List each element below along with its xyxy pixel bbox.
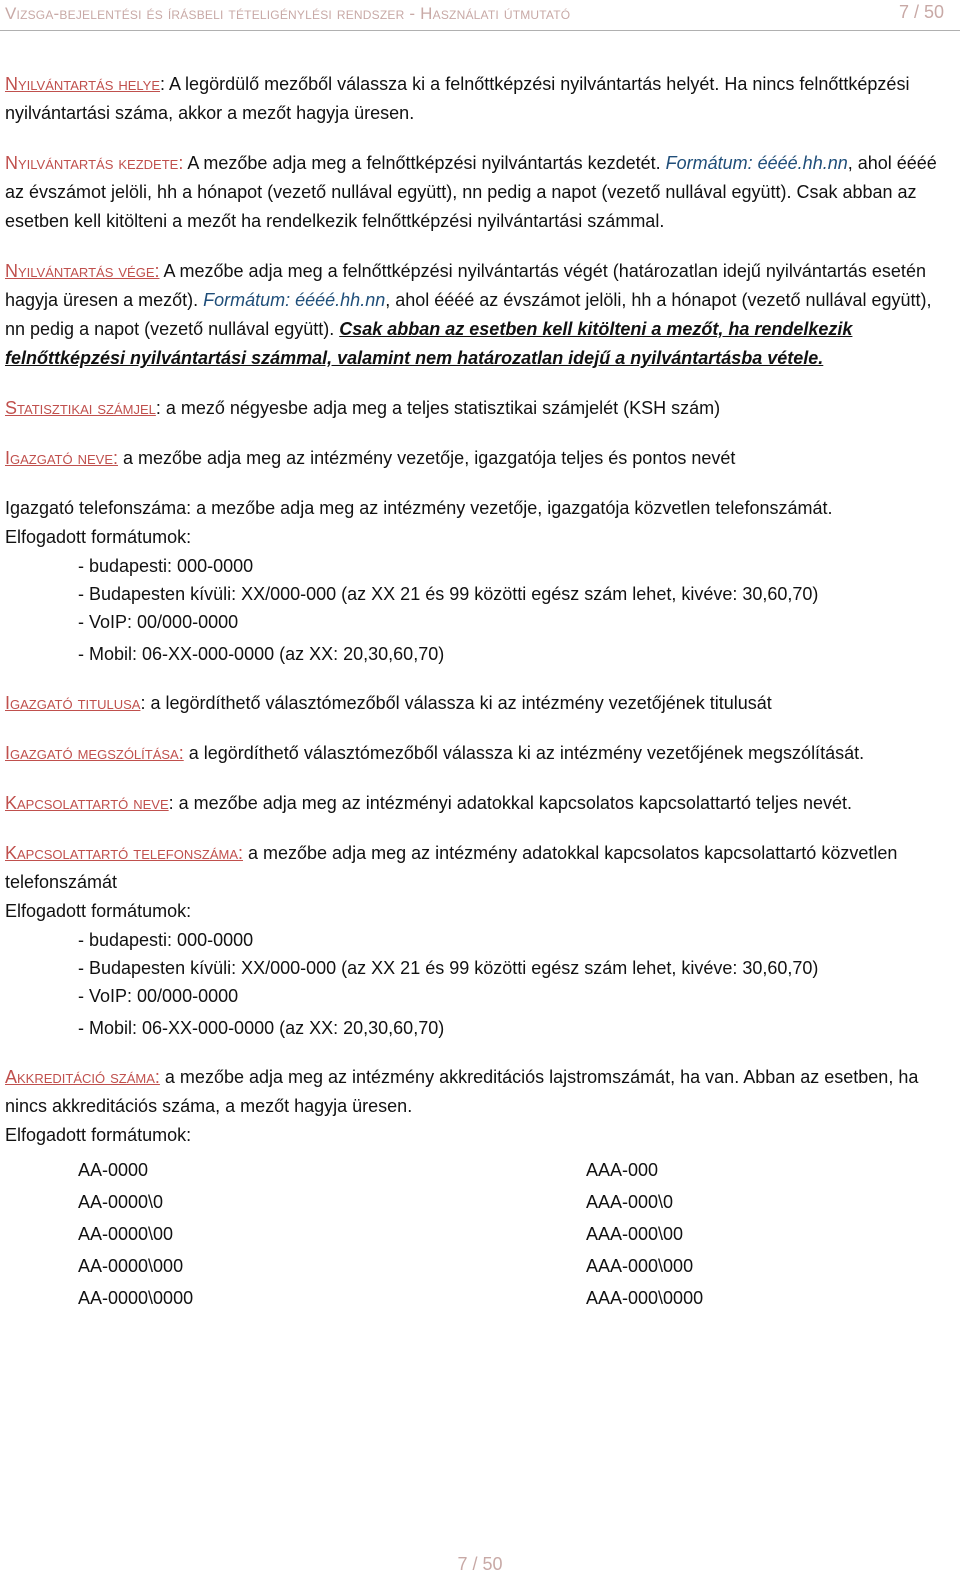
format-item: AA-0000\00 (78, 1224, 174, 1244)
section-igazgato-neve (5, 444, 950, 473)
field-description: Igazgató telefonszáma: a mezőbe adja meg az intézmény vezetője, igazgatója közvetlen telefonszámát. (5, 498, 833, 518)
section-nyilvantartas-vege (5, 257, 950, 373)
format-spec: Formátum: éééé.hh.nn (203, 290, 386, 310)
formats-list (5, 552, 950, 668)
format-item: AAA-000\0000 (586, 1288, 704, 1308)
field-label: Statisztikai számjel (5, 398, 156, 418)
field-description: : A legördülő mezőből válassza ki a felnőttképzési nyilvántartás helyét. Ha nincs felnőttképzési nyilvántartási száma, akkor a mezőt hagyja üresen. (5, 74, 910, 123)
field-description-cont: , ahol éééé az évszámot jelöli, hh a hónapot (vezető nullával együtt), nn pedig a napot (vezető nullával együtt). (5, 290, 932, 339)
list-item: - VoIP: 00/000-0000 (78, 612, 239, 632)
field-label: Nyilvántartás vége: (5, 261, 160, 281)
list-item: - Mobil: 06-XX-000-0000 (az XX: 20,30,60,70) (78, 644, 445, 664)
list-item: - Budapesten kívüli: XX/000-000 (az XX 21 és 99 közötti egész szám lehet, kivéve: 30,60,70) (78, 584, 819, 604)
field-description: : a mező négyesbe adja meg a teljes statisztikai számjelét (KSH szám) (155, 398, 721, 418)
section-statisztikai-szamjel (5, 394, 950, 423)
format-item: AAA-000\00 (586, 1224, 684, 1244)
formats-label: Elfogadott formátumok: (5, 901, 192, 921)
list-item: - VoIP: 00/000-0000 (78, 986, 239, 1006)
field-label: Kapcsolattartó neve (5, 793, 169, 813)
formats-label: Elfogadott formátumok: (5, 1125, 192, 1145)
field-label: Kapcsolattartó telefonszáma: (5, 843, 243, 863)
field-description: A mezőbe adja meg a felnőttképzési nyilvántartás végét (határozatlan idejű nyilvántartás esetén hagyja üresen a mezőt). (5, 261, 926, 310)
field-label: Igazgató megszólítása: (5, 743, 184, 763)
section-kapcsolattarto-neve (5, 789, 950, 818)
formats-list (5, 926, 950, 1042)
section-igazgato-titulusa (5, 689, 950, 718)
document-title: Vizsga-bejelentési és írásbeli tételigénylési rendszer - Használati útmutató (5, 4, 571, 23)
document-body (5, 70, 950, 1335)
page-header (0, 0, 960, 31)
field-description: A mezőbe adja meg a felnőttképzési nyilvántartás kezdetét. (183, 153, 666, 173)
field-description: : a mezőbe adja meg az intézményi adatokkal kapcsolatos kapcsolattartó teljes nevét. (168, 793, 853, 813)
section-akkreditacio-szama (5, 1063, 950, 1314)
field-description: a mezőbe adja meg az intézmény akkreditációs lajstromszámát, ha van. Abban az esetben, ha nincs akkreditációs száma, a mezőt hagyja üresen. (5, 1067, 919, 1116)
format-item: AA-0000\0000 (78, 1288, 194, 1308)
format-item: AAA-000\000 (586, 1256, 694, 1276)
footer-page-number: 7 / 50 (457, 1554, 503, 1574)
akkreditacio-formats-grid (5, 1154, 950, 1314)
page-footer (0, 1554, 960, 1575)
field-description: a legördíthető választómezőből válassza ki az intézmény vezetőjének megszólítását. (183, 743, 865, 763)
field-description: a mezőbe adja meg az intézmény vezetője, igazgatója teljes és pontos nevét (118, 448, 736, 468)
section-nyilvantartas-helye (5, 70, 950, 128)
format-item: AAA-000 (586, 1160, 659, 1180)
field-description: a mezőbe adja meg az intézmény adatokkal kapcsolatos kapcsolattartó közvetlen telefonszámát (5, 843, 898, 892)
field-description: : a legördíthető választómezőből válassza ki az intézmény vezetőjének titulusát (140, 693, 772, 713)
header-page-number: 7 / 50 (898, 2, 944, 22)
list-item: - budapesti: 000-0000 (78, 930, 254, 950)
format-item: AAA-000\0 (586, 1192, 674, 1212)
field-label: Akkreditáció száma: (5, 1067, 160, 1087)
format-spec: Formátum: éééé.hh.nn (665, 153, 848, 173)
field-description-cont: , ahol éééé az évszámot jelöli, hh a hónapot (vezető nullával együtt), nn pedig a napot (vezető nullával együtt). Csak abban az esetben kell kitölteni a mezőt ha rendelkezik felnőttképzési nyilvántartási számmal. (5, 153, 937, 231)
list-item: - Budapesten kívüli: XX/000-000 (az XX 21 és 99 közötti egész szám lehet, kivéve: 30,60,70) (78, 958, 819, 978)
field-label: Nyilvántartás kezdete: (5, 153, 184, 173)
emphasis-note: Csak abban az esetben kell kitölteni a mezőt, ha rendelkezik felnőttképzési nyilvántartási számmal, valamint nem határozatlan idejű a nyilvántartásba vétele. (5, 319, 853, 368)
section-kapcsolattarto-telefonszama (5, 839, 950, 1042)
section-igazgato-telefonszama (5, 494, 950, 668)
section-nyilvantartas-kezdete (5, 149, 950, 236)
format-item: AA-0000 (78, 1160, 149, 1180)
formats-label: Elfogadott formátumok: (5, 527, 192, 547)
list-item: - budapesti: 000-0000 (78, 556, 254, 576)
format-item: AA-0000\000 (78, 1256, 184, 1276)
field-label: Igazgató titulusa (5, 693, 141, 713)
field-label: Igazgató neve: (5, 448, 118, 468)
list-item: - Mobil: 06-XX-000-0000 (az XX: 20,30,60,70) (78, 1018, 445, 1038)
field-label: Nyilvántartás helye (5, 74, 161, 94)
format-item: AA-0000\0 (78, 1192, 164, 1212)
section-igazgato-megszolitasa (5, 739, 950, 768)
